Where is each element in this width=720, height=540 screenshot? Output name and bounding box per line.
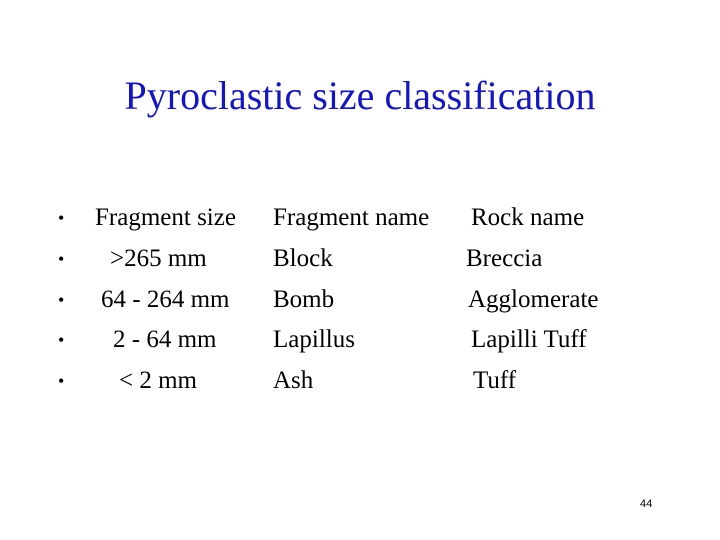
table-row — [0, 280, 720, 320]
rock-name-cell: Agglomerate — [468, 286, 599, 313]
table-row — [0, 239, 720, 279]
bullet: • — [58, 249, 65, 269]
rock-name-cell: Lapilli Tuff — [471, 326, 587, 353]
page-number: 44 — [640, 498, 653, 510]
fragment-size-cell: >265 mm — [110, 245, 207, 272]
slide-title: Pyroclastic size classification — [124, 73, 596, 118]
table-row — [0, 198, 720, 238]
table-row — [0, 320, 720, 360]
fragment-size-cell: < 2 mm — [119, 367, 197, 394]
fragment-size-cell: 2 - 64 mm — [113, 326, 217, 353]
table-row — [0, 361, 720, 401]
fragment-name-cell: Block — [273, 245, 333, 272]
fragment-size-cell: Fragment size — [95, 204, 236, 231]
rock-name-cell: Breccia — [466, 245, 543, 272]
rock-name-cell: Rock name — [471, 204, 585, 231]
fragment-name-cell: Ash — [273, 367, 314, 394]
rock-name-cell: Tuff — [473, 367, 517, 394]
bullet: • — [58, 208, 65, 228]
bullet: • — [58, 290, 65, 310]
fragment-name-cell: Bomb — [273, 286, 335, 313]
bullet: • — [58, 330, 65, 350]
fragment-size-cell: 64 - 264 mm — [101, 286, 230, 313]
fragment-name-cell: Fragment name — [273, 204, 430, 231]
bullet: • — [58, 371, 65, 391]
fragment-name-cell: Lapillus — [273, 326, 355, 353]
